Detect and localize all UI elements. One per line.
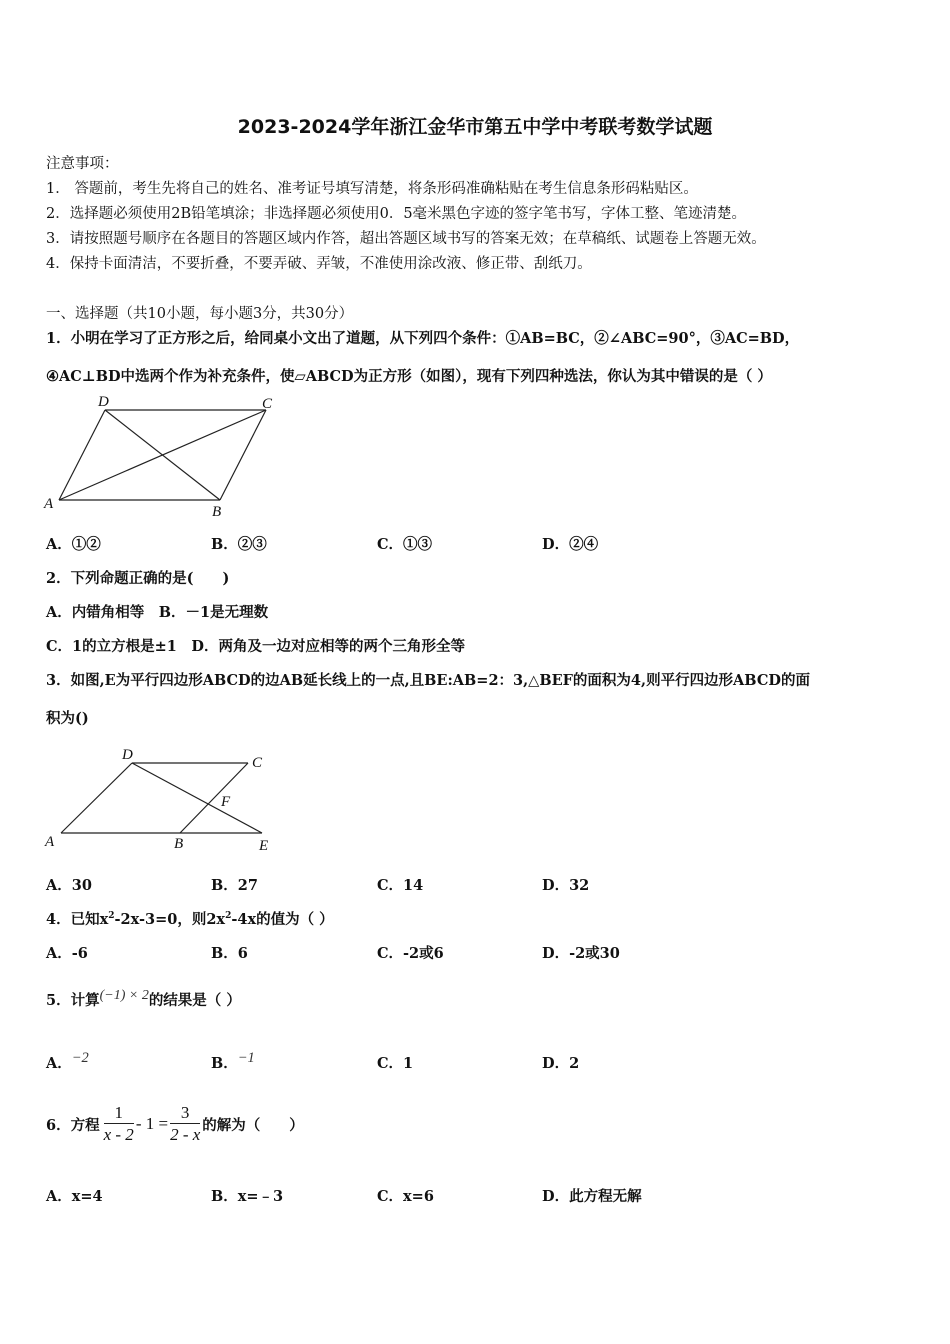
q6-fraction-right: $\frac{3}{2 - x}$ [170,1102,201,1144]
q6-stem: 6．方程 $\frac{1}{x - 2}$ - 1 = $\frac{3}{2 - x}$ 的解为（ ） [46,1102,304,1144]
q5-expression: (−1) × 2 [99,988,149,1003]
q1-label-a: A [44,496,54,512]
q1-stem-line1: 1．小明在学习了正方形之后，给同桌小文出了道题，从下列四个条件：①AB=BC，②∠ABC=90°，③AC=BD， [46,330,800,347]
q1-stem-line2: ④AC⊥BD中选两个作为补充条件，使▱ABCD为正方形（如图），现有下列四种选法，你认为其中错误的是（ ） [46,368,772,385]
q1-side-bc [220,410,266,500]
notice-item-1: 1． 答题前，考生先将自己的姓名、准考证号填写清楚，将条形码准确粘贴在考生信息条形码粘贴区。 [46,181,698,197]
q1-diagonal-bd [105,410,220,500]
q1-parallelogram-figure [40,392,290,522]
q4-option-a: A．-6 [46,945,88,962]
q3-option-a: A．30 [46,877,92,894]
q3-option-d: D．32 [542,877,590,894]
q4-stem: 4．已知$x^2-2x-3=0$，则$2x^2-4x$的值为（ ） [46,911,334,928]
q1-label-b: B [212,504,222,520]
q3-side-cb [180,763,248,833]
notice-heading: 注意事项： [46,156,119,172]
q2-stem: 2．下列命题正确的是( ) [46,570,230,587]
q5-option-d: D．2 [542,1055,580,1072]
q4-option-c: C．-2或6 [377,945,444,962]
q3-stem-line2: 积为() [46,710,89,727]
notice-item-4: 4．保持卡面清洁，不要折叠，不要弄破、弄皱，不准使用涂改液、修正带、刮纸刀。 [46,256,592,272]
q6-fraction-left: $\frac{1}{x - 2}$ [103,1102,134,1144]
q3-label-b: B [174,836,184,852]
q3-label-f: F [221,794,231,810]
q6-option-a: A．x=4 [46,1188,103,1205]
q3-option-b: B．27 [211,877,258,894]
q1-option-b: B．②③ [211,536,267,553]
q4-option-d: D．-2或30 [542,945,620,962]
section-heading: 一、选择题（共10小题，每小题3分，共30分） [46,306,354,322]
q4-option-b: B．6 [211,945,248,962]
q3-side-ad [61,763,132,833]
page-title: 2023-2024学年浙江金华市第五中学中考联考数学试题 [237,116,713,138]
q3-parallelogram-figure [40,742,290,857]
q2-options-row1: A．内错角相等 B．－1是无理数 [46,604,269,621]
q5-option-a: A．−2 [46,1050,89,1072]
q6-option-b: B．x=﹣3 [211,1188,284,1205]
q3-stem-line1: 3．如图,E为平行四边形ABCD的边AB延长线上的一点,且BE:AB=2：3,△BEF的面积为4,则平行四边形ABCD的面 [46,672,810,689]
q1-label-d: D [98,394,109,410]
q3-label-a: A [45,834,55,850]
q3-line-de [132,763,262,833]
q1-side-da [59,410,105,500]
q3-option-c: C．14 [377,877,424,894]
q3-label-d: D [122,747,133,763]
q1-option-c: C．①③ [377,536,433,553]
q5-stem: 5．计算(−1) × 2的结果是（ ） [46,988,241,1009]
notice-item-3: 3．请按照题号顺序在各题目的答题区域内作答，超出答题区域书写的答案无效；在草稿纸、试题卷上答题无效。 [46,231,766,247]
q2-options-row2: C．1的立方根是±1 D．两角及一边对应相等的两个三角形全等 [46,638,465,655]
q1-option-d: D．②④ [542,536,599,553]
q3-label-e: E [259,838,269,854]
q5-option-c: C．1 [377,1055,414,1072]
q6-option-d: D．此方程无解 [542,1188,642,1205]
q1-option-a: A．①② [46,536,101,553]
notice-item-2: 2．选择题必须使用2B铅笔填涂；非选择题必须使用0．5毫米黑色字迹的签字笔书写，字体工整、笔迹清楚。 [46,206,747,222]
q5-option-b: B．−1 [211,1050,255,1072]
q6-option-c: C．x=6 [377,1188,434,1205]
q1-label-c: C [262,396,273,412]
q3-label-c: C [252,755,263,771]
